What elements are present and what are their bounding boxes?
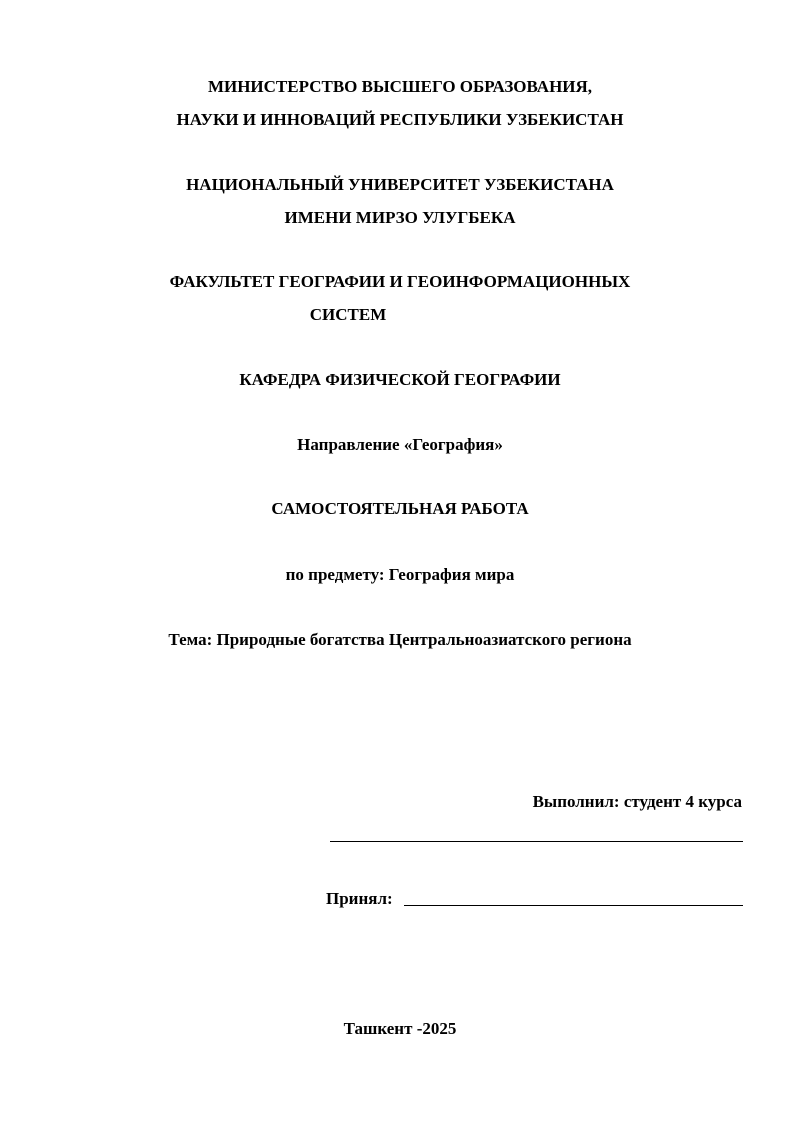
topic-line: Тема: Природные богатства Центральноазиатского региона (168, 630, 632, 649)
city-year-line: Ташкент -2025 (343, 1019, 457, 1038)
subject-line: по предмету: География мира (285, 565, 515, 584)
work-type-title: САМОСТОЯТЕЛЬНАЯ РАБОТА (271, 499, 529, 518)
ministry-line-2: НАУКИ И ИННОВАЦИЙ РЕСПУБЛИКИ УЗБЕКИСТАН (176, 110, 624, 129)
faculty-line-1: ФАКУЛЬТЕТ ГЕОГРАФИИ И ГЕОИНФОРМАЦИОННЫХ (169, 272, 631, 291)
university-line-2: ИМЕНИ МИРЗО УЛУГБЕКА (284, 208, 516, 227)
department-title: КАФЕДРА ФИЗИЧЕСКОЙ ГЕОГРАФИИ (239, 370, 561, 389)
faculty-line-2: СИСТЕМ (309, 305, 387, 324)
performed-by-label: Выполнил: студент 4 курса (532, 792, 742, 811)
ministry-line-1: МИНИСТЕРСТВО ВЫСШЕГО ОБРАЗОВАНИЯ, (207, 77, 593, 96)
student-name-underline (330, 841, 743, 842)
university-line-1: НАЦИОНАЛЬНЫЙ УНИВЕРСИТЕТ УЗБЕКИСТАНА (186, 175, 614, 194)
direction-line: Направление «География» (297, 435, 503, 454)
teacher-name-underline (404, 905, 743, 906)
accepted-by-label: Принял: (326, 889, 393, 908)
